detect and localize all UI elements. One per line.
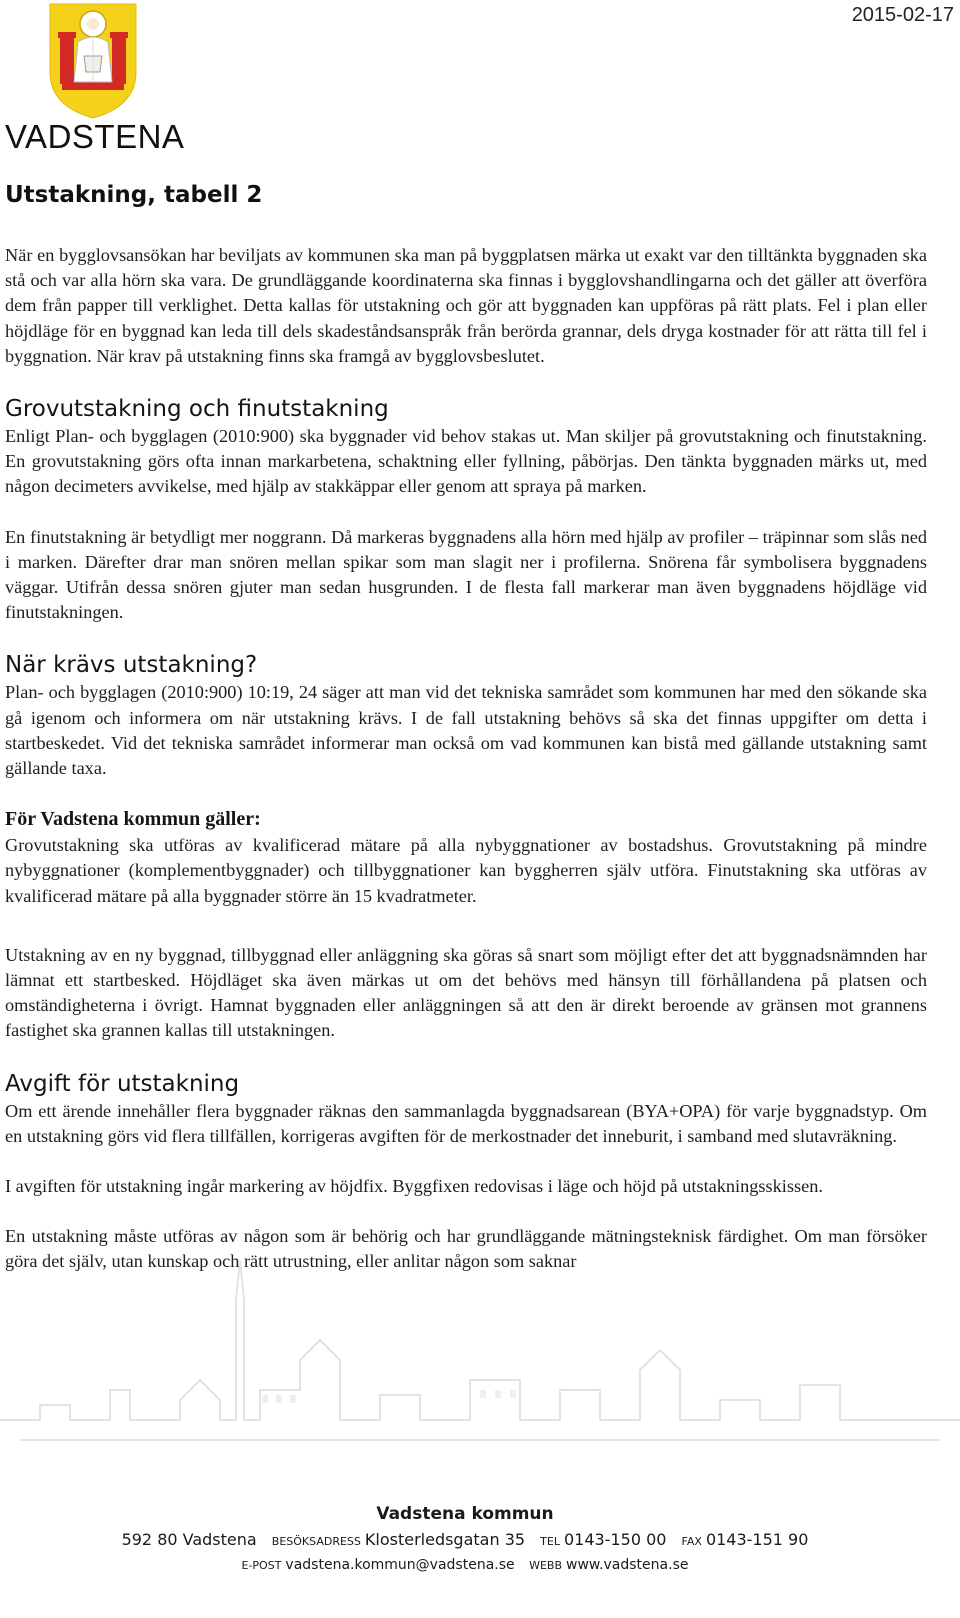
paragraph: Enligt Plan- och bygglagen (2010:900) ska byggnader vid behov stakas ut. Man skiljer på grovutstakning och finutstakning. En grovutstakning görs ofta innan markarbetena, schaktning eller fyllning, påbörjas. Den tänkta byggnaden märks ut, med någon decimeters avvikelse, med hjälp av stakkäppar eller genom att spraya på marken. bbox=[5, 426, 927, 497]
paragraph: En finutstakning är betydligt mer noggrann. Då markeras byggnadens alla hörn med hjälp av profiler – träpinnar som slås ned i marken. Därefter drar man snören mellan spikar som man slagit ner i profilerna. Snörena får symbolisera byggnadens väggar. Utifrån dessa snören gjuter man sedan husgrunden. I de flesta fall markerar man även byggnadens höjdläge vid finutstakningen. bbox=[5, 526, 927, 623]
footer-web-link[interactable]: www.vadstena.se bbox=[566, 1557, 689, 1573]
paragraph: Utstakning av en ny byggnad, tillbyggnad eller anläggning ska göras så snart som möjligt efter det att byggnadsnämnden har lämnat ett startbesked. Höjdläget ska även märkas ut om det behövs med hänsyn till förhållandena på platsen och omständigheterna i övrigt. Hamnat byggnaden eller anläggningen så att den är direkt beroende av gränsen mot grannens fastighet ska grannen kallas till utstakningen. bbox=[5, 944, 927, 1041]
document-date: 2015-02-17 bbox=[851, 4, 954, 26]
paragraph: Plan- och bygglagen (2010:900) 10:19, 24 säger att man vid det tekniska samrådet som kommunen har med den sökande ska gå igenom och informera om när utstakning krävs. I de fall utstakning behövs så ska det finnas uppgifter om detta i startbeskedet. Vid det tekniska samrådet informerar man också om vad kommunen kan bistå med gällande utstakning samt gällande taxa. bbox=[5, 682, 927, 779]
paragraph: En utstakning måste utföras av någon som är behörig och har grundläggande mätningsteknisk färdighet. Om man försöker göra det själv, utan kunskap och rätt utrustning, eller anlitar någon som saknar bbox=[5, 1226, 927, 1272]
brand-wordmark: VADSTENA bbox=[5, 118, 185, 155]
subheading-vadstena-kommun: För Vadstena kommun gäller: bbox=[5, 808, 261, 831]
footer-fax-label: FAX bbox=[681, 1535, 702, 1548]
paragraph: I avgiften för utstakning ingår markering av höjdfix. Byggfixen redovisas i läge och höjd på utstakningsskissen. bbox=[5, 1176, 823, 1197]
footer-visit-value: Klosterledsgatan 35 bbox=[364, 1530, 526, 1549]
footer-org-name: Vadstena kommun bbox=[376, 1504, 554, 1524]
footer-address-line bbox=[0, 1528, 930, 1554]
section-heading-nar-kravs: När krävs utstakning? bbox=[5, 652, 258, 679]
document-body bbox=[5, 243, 927, 1275]
footer-tel-label: TEL bbox=[540, 1535, 560, 1548]
page-footer bbox=[0, 1500, 930, 1577]
footer-email-link[interactable]: vadstena.kommun@vadstena.se bbox=[285, 1557, 515, 1573]
footer-tel-value: 0143-150 00 bbox=[563, 1530, 667, 1549]
section-heading-avgift: Avgift för utstakning bbox=[5, 1070, 240, 1097]
document-title: Utstakning, tabell 2 bbox=[5, 182, 263, 208]
paragraph: Om ett ärende innehåller flera byggnader räknas den sammanlagda byggnadsarean (BYA+OPA) för varje byggnadstyp. Om en utstakning görs vid flera tillfällen, korrigeras avgiften för de merkostnader det inneburit, i samband med slutavräkning. bbox=[5, 1100, 927, 1146]
footer-visit-label: BESÖKSADRESS bbox=[271, 1535, 361, 1548]
footer-fax-value: 0143-151 90 bbox=[705, 1530, 809, 1549]
coat-of-arms-icon bbox=[48, 2, 138, 120]
footer-web-label: WEBB bbox=[529, 1559, 562, 1572]
footer-contact-line bbox=[0, 1554, 930, 1577]
paragraph: Grovutstakning ska utföras av kvalificerad mätare på alla nybyggnationer av bostadshus. Grovutstakning på mindre nybyggnationer (komplementbyggnader) och tillbyggnationer kan byggherren själv utföra. Finutstakning ska utföras av kvalificerad mätare på alla byggnader större än 15 kvadratmeter. bbox=[5, 835, 927, 906]
town-skyline-watermark-icon bbox=[0, 1240, 960, 1480]
footer-email-label: E-POST bbox=[241, 1559, 282, 1572]
intro-paragraph: När en bygglovsansökan har beviljats av kommunen ska man på byggplatsen märka ut exakt var den tilltänkta byggnaden ska stå och var alla hörn ska vara. De grundläggande koordinaterna ska finnas i bygglovshandlingarna och det gäller att överföra dem från papper till verklighet. Detta kallas för utstakning och gör att byggnaden kan uppföras på rätt plats. Fel i plan eller höjdläge för en byggnad kan leda till dels skadeståndsanspråk från berörda grannar, dels dryga kostnader för att rätta till fel i byggnation. När krav på utstakning finns ska framgå av bygglovsbeslutet. bbox=[5, 245, 927, 366]
section-heading-grovutstakning: Grovutstakning och finutstakning bbox=[5, 396, 389, 423]
footer-postal: 592 80 Vadstena bbox=[121, 1530, 257, 1549]
